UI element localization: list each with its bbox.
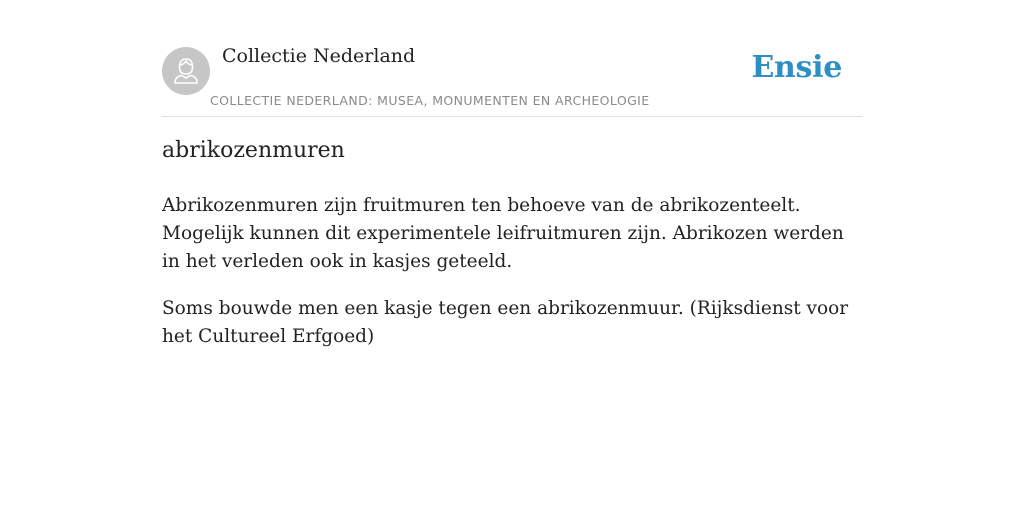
avatar[interactable] <box>162 47 210 95</box>
ensie-logo[interactable]: Ensie <box>751 50 842 85</box>
collection-subtitle[interactable]: COLLECTIE NEDERLAND: MUSEA, MONUMENTEN EN ARCHEOLOGIE <box>210 93 650 108</box>
term-title: abrikozenmuren <box>162 138 345 163</box>
definition-content <box>162 192 862 370</box>
header <box>162 0 862 117</box>
author-name[interactable]: Collectie Nederland <box>222 45 416 67</box>
definition-paragraph: Abrikozenmuren zijn fruitmuren ten behoeve van de abrikozenteelt. Mogelijk kunnen dit experimentele leifruitmuren zijn. Abrikozen werden in het verleden ook in kasjes geteeld. <box>162 195 844 272</box>
definition-paragraph: Soms bouwde men een kasje tegen een abrikozenmuur. (Rijksdienst voor het Cultureel Erfgoed) <box>162 298 849 347</box>
user-icon <box>162 47 210 95</box>
